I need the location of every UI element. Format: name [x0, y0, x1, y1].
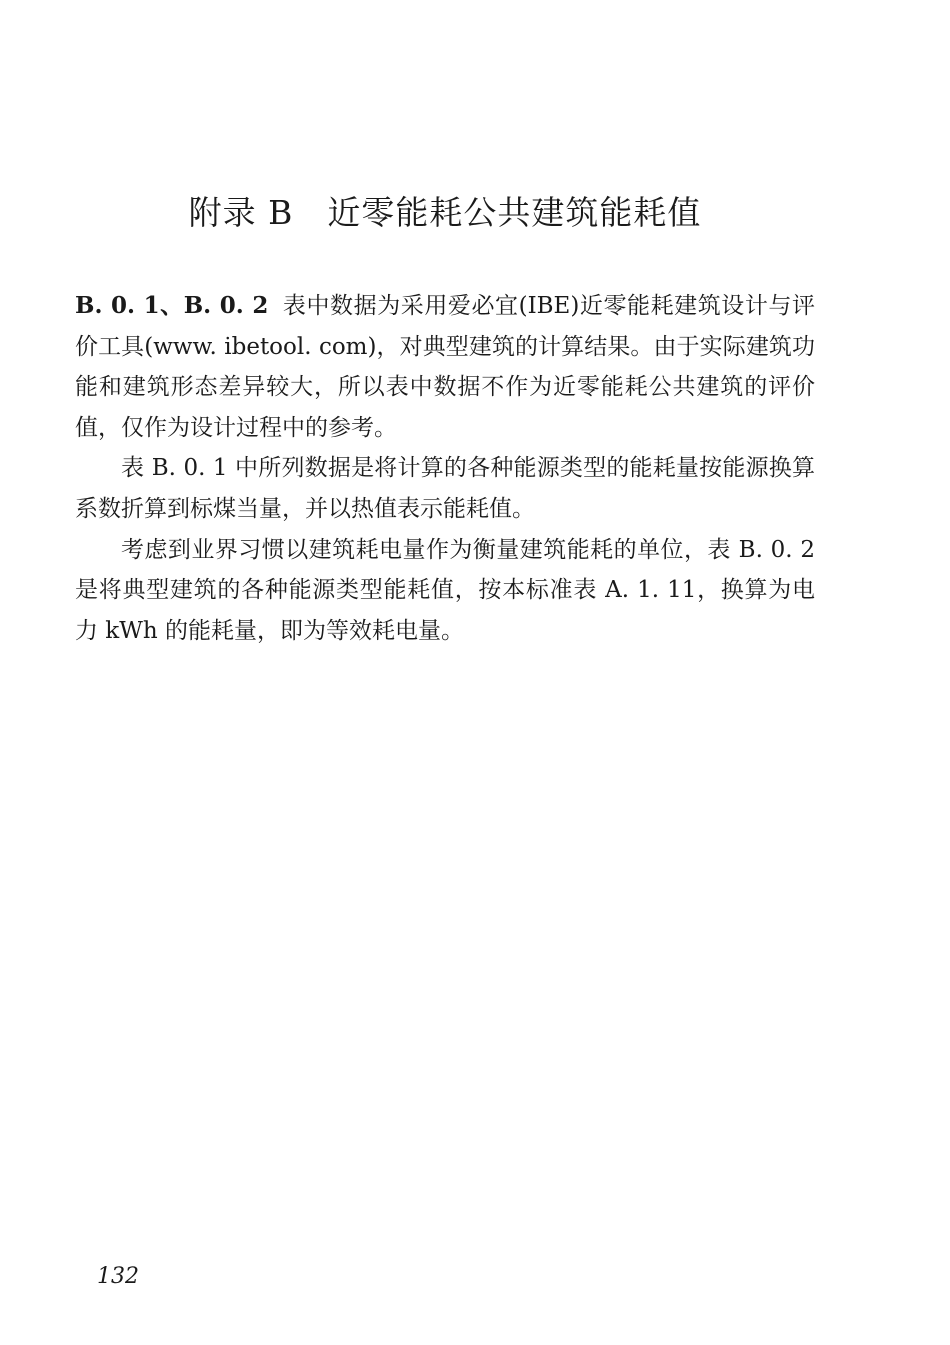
document-body: [75, 286, 815, 651]
page-title: 附录 B 近零能耗公共建筑能耗值: [188, 193, 702, 232]
clause-reference: B. 0. 1、B. 0. 2: [75, 292, 269, 319]
page-number: 132: [97, 1264, 139, 1289]
paragraph-3: 考虑到业界习惯以建筑耗电量作为衡量建筑能耗的单位，表 B. 0. 2 是将典型建筑的各种能源类型能耗值，按本标准表 A. 1. 11，换算为电力 kWh 的能耗量，即为等效耗电量。: [75, 536, 815, 644]
paragraph-2: 表 B. 0. 1 中所列数据是将计算的各种能源类型的能耗量按能源换算系数折算到标煤当量，并以热值表示能耗值。: [75, 455, 815, 522]
paragraph-1: [75, 286, 815, 448]
paragraph-1-text: 表中数据为采用爱必宜(IBE)近零能耗建筑设计与评价工具(www. ibetool. com)，对典型建筑的计算结果。由于实际建筑功能和建筑形态差异较大，所以表中数据不作为近零能耗公共建筑的评价值，仅作为设计过程中的参考。: [75, 293, 815, 441]
